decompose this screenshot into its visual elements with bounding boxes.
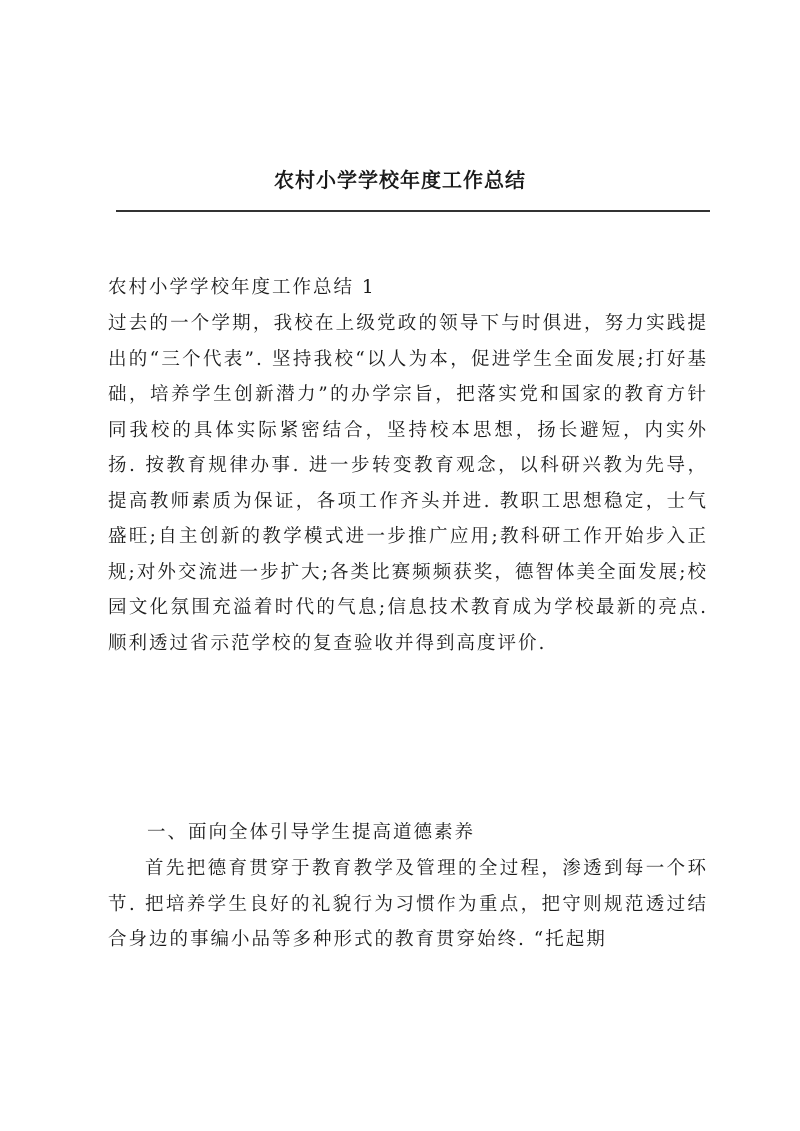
body-paragraph: 首先把德育贯穿于教育教学及管理的全过程，渗透到每一个环节. 把培养学生良好的礼貌行为习惯作为重点，把守则规范透过结合身边的事编小品等多种形式的教育贯穿始终. “托起期 bbox=[108, 858, 708, 950]
section-heading: 一、面向全体引导学生提高道德素养 bbox=[147, 822, 476, 843]
document-title: 农村小学学校年度工作总结 bbox=[274, 168, 526, 192]
section-subtitle: 农村小学学校年度工作总结 1 bbox=[108, 277, 376, 298]
body-paragraph: 过去的一个学期，我校在上级党政的领导下与时俱进，努力实践提出的“三个代表”. 坚持我校“以人为本，促进学生全面发展;打好基础，培养学生创新潜力”的办学宗旨，把落实党和国家的教育方针同我校的具体实际紧密结合，坚持校本思想，扬长避短，内实外扬. 按教育规律办事. 进一步转变教育观念，以科研兴教为先导，提高教师素质为保证，各项工作齐头并进. 教职工思想稳定，士气盛旺;自主创新的教学模式进一步推广应用;教科研工作开始步入正规;对外交流进一步扩大;各类比赛频频获奖，德智体美全面发展;校园文化氛围充溢着时代的气息;信息技术教育成为学校最新的亮点. 顺利透过省示范学校的复查验收并得到高度评价. bbox=[108, 313, 708, 654]
title-underline bbox=[116, 210, 710, 212]
